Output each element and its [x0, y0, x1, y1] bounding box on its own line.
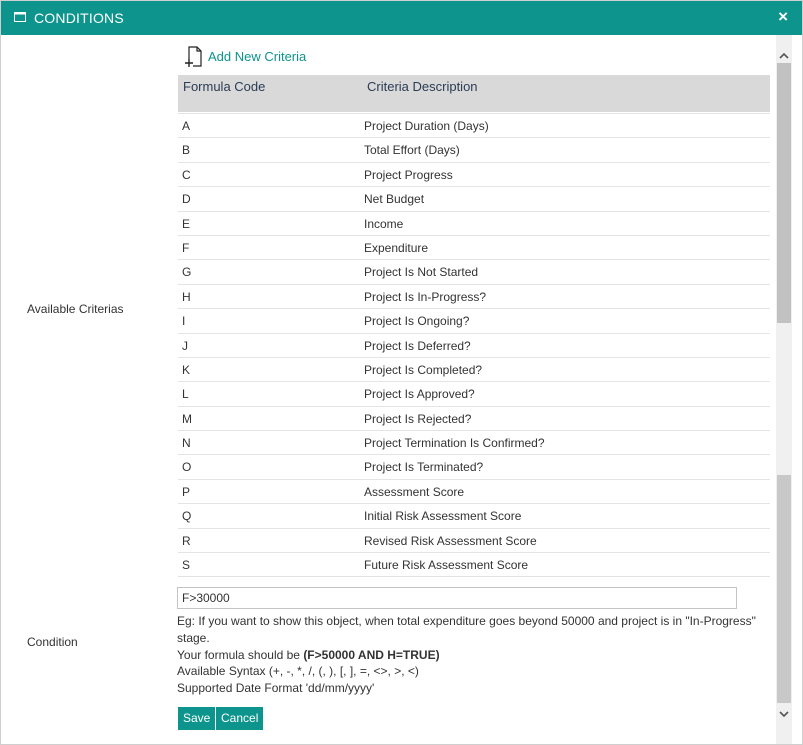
dialog-title: CONDITIONS — [34, 10, 124, 26]
help-example: Eg: If you want to show this object, when total expenditure goes beyond 50000 and project is in "In-Progress" stage. — [177, 614, 756, 645]
criteria-description-cell: Project Is Not Started — [364, 265, 479, 280]
table-row — [178, 454, 770, 478]
close-icon[interactable]: × — [778, 7, 788, 26]
table-row — [178, 357, 770, 381]
table-row — [178, 333, 770, 357]
table-row — [178, 552, 770, 576]
help-formula-example: (F>50000 AND H=TRUE) — [303, 647, 440, 662]
table-row — [178, 430, 770, 454]
formula-code-cell: K — [182, 362, 191, 377]
formula-code-cell: L — [182, 387, 189, 402]
formula-code-cell: N — [182, 436, 191, 451]
criteria-description-header: Criteria Description — [367, 79, 478, 94]
new-document-icon — [184, 46, 204, 68]
available-criterias-label: Available Criterias — [27, 302, 124, 316]
table-row — [178, 259, 770, 283]
formula-code-cell: P — [182, 484, 191, 499]
criteria-description-cell: Project Is Completed? — [364, 362, 483, 377]
table-row — [178, 137, 770, 161]
criteria-description-cell: Project Progress — [364, 167, 453, 182]
formula-code-cell: O — [182, 460, 192, 475]
scroll-up-icon[interactable] — [777, 49, 791, 63]
formula-code-cell: B — [182, 143, 191, 158]
help-date-format: Supported Date Format 'dd/mm/yyyy' — [177, 681, 375, 696]
criteria-description-cell: Project Is Ongoing? — [364, 314, 470, 329]
formula-code-cell: I — [182, 314, 186, 329]
table-header — [178, 75, 770, 113]
criteria-description-cell: Assessment Score — [364, 484, 465, 499]
criteria-description-cell: Project Termination Is Confirmed? — [364, 436, 545, 451]
formula-code-cell: G — [182, 265, 192, 280]
table-row — [178, 479, 770, 503]
table-row — [178, 113, 770, 137]
criteria-description-cell: Project Is In-Progress? — [364, 289, 487, 304]
criteria-description-cell: Initial Risk Assessment Score — [364, 509, 522, 524]
formula-code-cell: M — [182, 411, 192, 426]
formula-code-cell: C — [182, 167, 191, 182]
table-row — [178, 284, 770, 308]
table-row — [178, 235, 770, 259]
table-row — [178, 503, 770, 527]
criteria-description-cell: Future Risk Assessment Score — [364, 558, 529, 573]
help-formula-prefix: Your formula should be — [177, 647, 304, 662]
window-icon — [14, 12, 26, 22]
criteria-description-cell: Project Is Deferred? — [364, 338, 471, 353]
formula-code-cell: S — [182, 558, 191, 573]
table-row — [178, 211, 770, 235]
criteria-description-cell: Income — [364, 216, 404, 231]
criteria-description-cell: Net Budget — [364, 192, 425, 207]
add-new-criteria-label: Add New Criteria — [208, 49, 307, 64]
condition-label: Condition — [27, 635, 78, 649]
dialog-content — [1, 35, 776, 744]
criteria-description-cell: Revised Risk Assessment Score — [364, 533, 537, 548]
criteria-description-cell: Project Is Approved? — [364, 387, 475, 402]
table-row — [178, 162, 770, 186]
formula-code-header: Formula Code — [183, 79, 266, 94]
table-row — [178, 528, 770, 552]
criteria-description-cell: Total Effort (Days) — [364, 143, 460, 158]
criteria-table — [178, 75, 770, 577]
formula-code-cell: E — [182, 216, 191, 231]
criteria-description-cell: Project Is Terminated? — [364, 460, 484, 475]
help-syntax: Available Syntax (+, -, *, /, (, ), [, ], =, <>, >, <) — [177, 664, 419, 679]
scrollbar-track — [777, 475, 791, 703]
scroll-down-icon[interactable] — [777, 707, 791, 721]
formula-input[interactable] — [177, 587, 737, 609]
criteria-description-cell: Expenditure — [364, 240, 429, 255]
help-formula — [177, 647, 762, 664]
formula-code-cell: H — [182, 289, 191, 304]
vertical-scrollbar[interactable] — [776, 35, 792, 744]
table-row — [178, 186, 770, 210]
cancel-button[interactable]: Cancel — [216, 707, 263, 730]
table-row — [178, 406, 770, 430]
criteria-description-cell: Project Duration (Days) — [364, 119, 489, 133]
formula-code-cell: F — [182, 240, 190, 255]
formula-help — [177, 613, 762, 697]
table-body — [178, 113, 770, 576]
formula-code-cell: R — [182, 533, 191, 548]
formula-code-cell: D — [182, 192, 191, 207]
save-button[interactable]: Save — [178, 707, 215, 730]
formula-code-cell: Q — [182, 509, 192, 524]
table-row — [178, 381, 770, 405]
criteria-description-cell: Project Is Rejected? — [364, 411, 472, 426]
formula-code-cell: A — [182, 119, 191, 133]
table-row — [178, 308, 770, 332]
formula-code-cell: J — [182, 338, 188, 353]
scrollbar-thumb[interactable] — [777, 63, 791, 323]
dialog-titlebar — [1, 1, 802, 35]
